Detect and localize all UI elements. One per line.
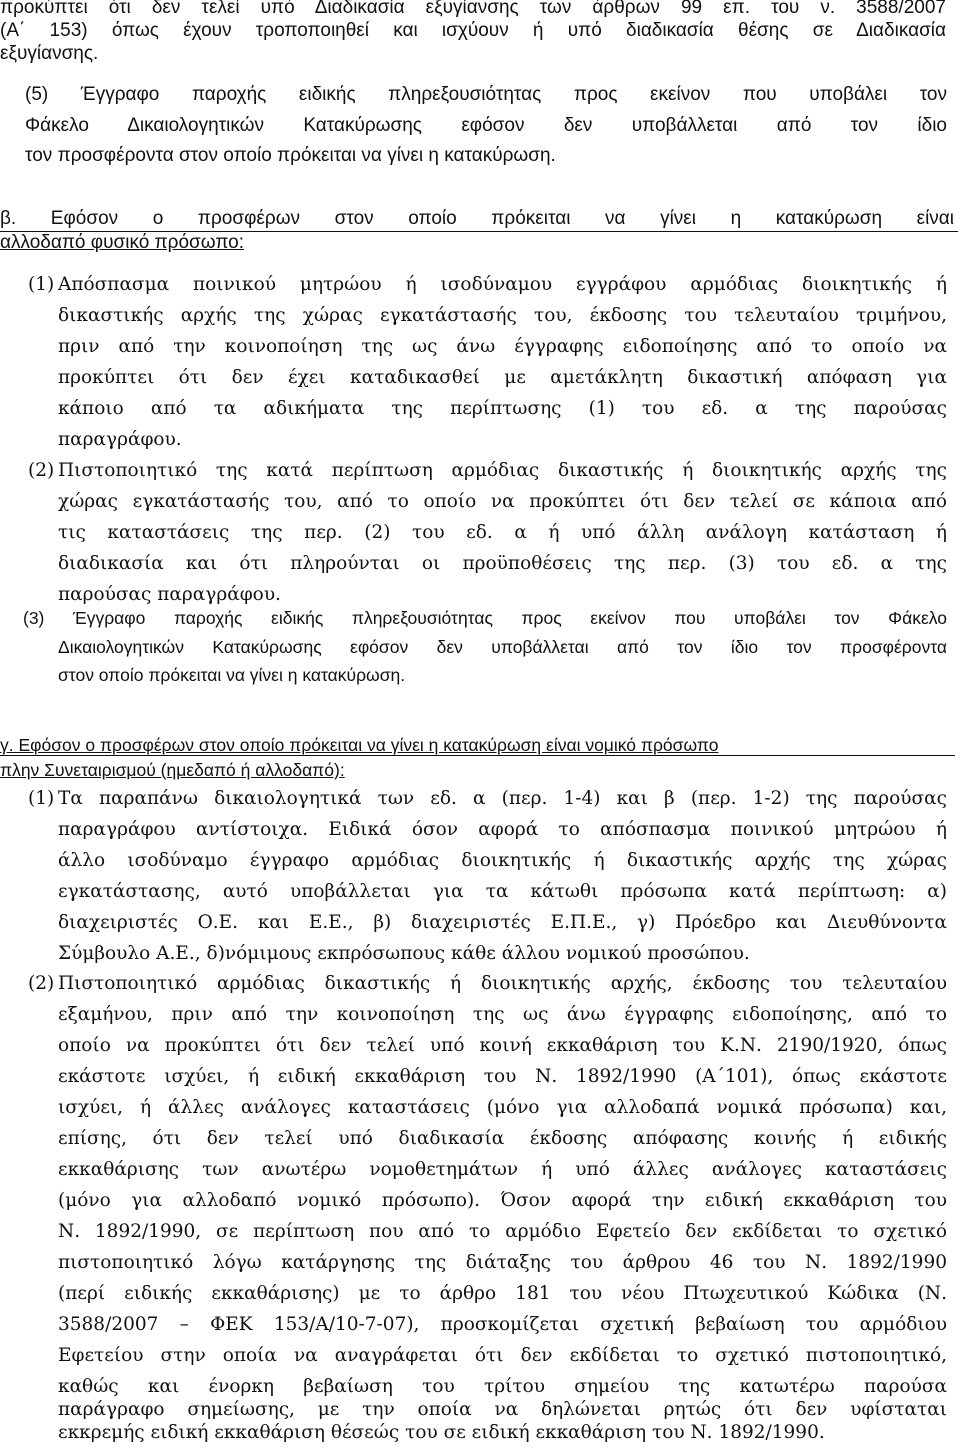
- item-line: επίσης, ότι δεν τελεί υπό διαδικασία έκδοσης απόφασης κοινής ή ειδικής: [58, 1128, 947, 1149]
- section-b-heading-line: αλλοδαπό φυσικό πρόσωπο:: [0, 232, 245, 253]
- intro-line: (Α΄ 153) όπως έχουν τροποποιηθεί και ισχύουν ή υπό διαδικασία θέσης σε Διαδικασία: [0, 20, 946, 41]
- item-line: 3588/2007 – ΦΕΚ 153/Α/10-7-07), προσκομίζεται σχετική βεβαίωση του αρμόδιου: [58, 1314, 947, 1335]
- item-line: Απόσπασμα ποινικού μητρώου ή ισοδύναμου εγγράφου αρμόδιας διοικητικής ή: [58, 274, 947, 295]
- item-line: (μόνο για αλλοδαπό νομικό πρόσωπο). Όσον αφορά την ειδική εκκαθάριση του: [58, 1190, 947, 1211]
- item-line: διαδικασία και ότι πληρούνται οι προϋποθέσεις της περ. (3) του εδ. α της: [58, 553, 947, 574]
- item-line: Σύμβουλο Α.Ε., δ)νόμιμους εκπρόσωπους κάθε άλλου νομικού προσώπου.: [58, 943, 750, 964]
- item-line: πιστοποιητικό λόγω κατάργησης της διάταξης του άρθρου 46 του Ν. 1892/1990: [58, 1252, 947, 1273]
- item-number: (2): [28, 460, 55, 481]
- section-b-heading-line: β. Εφόσον ο προσφέρων στον οποίο πρόκειται να γίνει η κατακύρωση είναι: [0, 208, 954, 229]
- item-line: άλλο ισοδύναμο έγγραφο αρμόδιας διοικητικής ή δικαστικής αρχής της χώρας: [58, 850, 947, 871]
- item-line: παραγράφου αντίστοιχα. Ειδικά όσον αφορά το απόσπασμα ποινικού μητρώου ή: [58, 819, 947, 840]
- item-line: Εφετείου στην οποία να αναγράφεται ότι δεν εκδίδεται το σχετικό πιστοποιητικό,: [58, 1345, 947, 1366]
- item-5-line: (5) Έγγραφο παροχής ειδικής πληρεξουσιότητας προς εκείνον που υποβάλει τον: [25, 84, 947, 105]
- item-line: πριν από την κοινοποίηση της ως άνω έγγραφης ειδοποίησης από το οποίο να: [58, 336, 947, 357]
- item-line: εκάστοτε ισχύει, ή ειδική εκκαθάριση του Ν. 1892/1990 (Α΄101), όπως εκάστοτε: [58, 1066, 947, 1087]
- item-number: (1): [28, 788, 55, 809]
- item-line: εξαμήνου, πριν από την κοινοποίηση της ως άνω έγγραφης ειδοποίησης, από το: [58, 1004, 947, 1025]
- item-line: εγκατάστασης, αυτό υποβάλλεται για τα κάτωθι πρόσωπα κατά περίπτωση: α): [58, 881, 947, 902]
- item-line: χώρας εγκατάστασής του, από το οποίο να προκύπτει ότι δεν τελεί σε κάποια από: [58, 491, 947, 512]
- item-line: Πιστοποιητικό αρμόδιας δικαστικής ή διοικητικής αρχής, έκδοσης του τελευταίου: [58, 973, 947, 994]
- item-line: διαχειριστές Ο.Ε. και Ε.Ε., β) διαχειριστές Ε.Π.Ε., γ) Πρόεδρο και Διευθύνοντα: [58, 912, 947, 933]
- section-c-heading-line: γ. Εφόσον ο προσφέρων στον οποίο πρόκειται να γίνει η κατακύρωση είναι νομικό πρόσωπο: [0, 735, 719, 755]
- item-5-line: τον προσφέροντα στον οποίο πρόκειται να γίνει η κατακύρωση.: [25, 145, 556, 166]
- item-5-line: Φάκελο Δικαιολογητικών Κατακύρωσης εφόσον δεν υποβάλλεται από τον ίδιο: [25, 115, 947, 136]
- item-line: (3) Έγγραφο παροχής ειδικής πληρεξουσιότητας προς εκείνον που υποβάλει τον Φάκελο: [23, 608, 947, 628]
- item-line: στον οποίο πρόκειται να γίνει η κατακύρωση.: [58, 665, 406, 685]
- item-line: δικαστικής αρχής της χώρας εγκατάστασής του, έκδοσης του τελευταίου τριμήνου,: [58, 305, 947, 326]
- item-number: (2): [28, 973, 55, 994]
- item-line: εκκρεμής ειδική εκκαθάριση θέσεώς του σε ειδική εκκαθάριση του Ν. 1892/1990.: [58, 1422, 825, 1443]
- item-line: καθώς και ένορκη βεβαίωση του τρίτου σημείου της κατωτέρω παρούσα: [58, 1376, 947, 1397]
- item-line: προκύπτει ότι δεν έχει καταδικασθεί με αμετάκλητη δικαστική απόφαση για: [58, 367, 947, 388]
- item-line: κάποιο από τα αδικήματα της περίπτωσης (1) του εδ. α της παρούσας: [58, 398, 947, 419]
- intro-line: εξυγίανσης.: [0, 43, 99, 64]
- section-c-heading-line: πλην Συνεταιρισμού (ημεδαπό ή αλλοδαπό):: [0, 760, 345, 780]
- item-line: τις καταστάσεις της περ. (2) του εδ. α ή υπό άλλη ανάλογη κατάσταση ή: [58, 522, 947, 543]
- item-line: εκκαθάρισης των ανωτέρω νομοθετημάτων ή υπό άλλες ανάλογες καταστάσεις: [58, 1159, 947, 1180]
- item-line: ισχύει, ή άλλες ανάλογες καταστάσεις (μόνο για αλλοδαπά νομικά πρόσωπα) και,: [58, 1097, 947, 1118]
- item-number: (1): [28, 274, 55, 295]
- item-line: παράγραφο σημείωσης, με την οποία να δηλώνεται ρητώς ότι δεν υφίσταται: [58, 1399, 947, 1420]
- item-line: οποίο να προκύπτει ότι δεν τελεί υπό κοινή εκκαθάριση του Κ.Ν. 2190/1920, όπως: [58, 1035, 947, 1056]
- intro-line: προκύπτει ότι δεν τελεί υπό Διαδικασία εξυγίανσης των άρθρων 99 επ. του ν. 3588/2007: [0, 0, 946, 18]
- heading-underline: [0, 755, 955, 756]
- item-line: Πιστοποιητικό της κατά περίπτωση αρμόδιας δικαστικής ή διοικητικής αρχής της: [58, 460, 947, 481]
- item-line: Ν. 1892/1990, σε περίπτωση που από το αρμόδιο Εφετείο δεν εκδίδεται το σχετικό: [58, 1221, 947, 1242]
- item-line: παραγράφου.: [58, 429, 182, 450]
- item-line: (περί ειδικής εκκαθάρισης) με το άρθρο 181 του νέου Πτωχευτικού Κώδικα (Ν.: [58, 1283, 947, 1304]
- item-line: παρούσας παραγράφου.: [58, 584, 281, 605]
- item-line: Δικαιολογητικών Κατακύρωσης εφόσον δεν υποβάλλεται από τον ίδιο τον προσφέροντα: [58, 637, 947, 657]
- item-line: Τα παραπάνω δικαιολογητικά των εδ. α (περ. 1-4) και β (περ. 1-2) της παρούσας: [58, 788, 947, 809]
